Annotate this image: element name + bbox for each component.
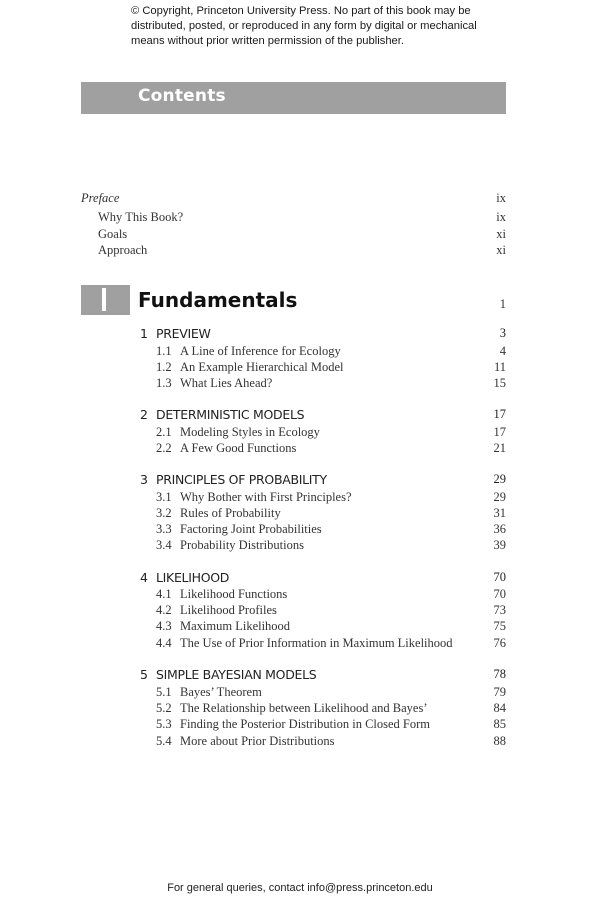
chapter-number: 5 [140, 667, 148, 682]
footer-contact: For general queries, contact info@press.princeton.edu [167, 882, 433, 894]
chapter-number: 4 [140, 570, 148, 585]
preface-item-title: Goals [98, 227, 128, 241]
section-title: The Use of Prior Information in Maximum Likelihood [180, 636, 453, 650]
contents-title: Contents [138, 86, 226, 106]
chapter-page: 3 [499, 326, 506, 340]
section-page: 84 [493, 701, 506, 715]
section-number: 2.2 [156, 441, 172, 455]
section-page: 17 [493, 425, 506, 439]
section-number: 5.1 [156, 685, 172, 699]
chapter-number: 3 [140, 472, 148, 487]
section-page: 36 [493, 522, 506, 536]
part-number-box [81, 285, 130, 315]
section-page: 11 [493, 360, 506, 374]
section-page: 21 [493, 441, 506, 455]
chapter-number: 2 [140, 407, 148, 422]
section-number: 4.4 [156, 636, 172, 650]
section-page: 70 [493, 587, 506, 601]
section-title: Modeling Styles in Ecology [180, 425, 320, 439]
section-number: 3.4 [156, 538, 172, 552]
section-number: 5.4 [156, 734, 172, 748]
section-page: 4 [499, 344, 506, 358]
section-title: Likelihood Functions [180, 587, 288, 601]
section-number: 1.3 [156, 376, 172, 390]
preface-item-title: Approach [98, 243, 148, 257]
preface-page: ix [496, 191, 506, 205]
preface-item-page: xi [496, 243, 506, 257]
section-page: 75 [493, 619, 506, 633]
section-page: 88 [493, 734, 506, 748]
section-number: 3.2 [156, 506, 172, 520]
section-page: 15 [493, 376, 506, 390]
section-title: Why Bother with First Principles? [180, 490, 352, 504]
section-page: 31 [493, 506, 506, 520]
section-number: 1.2 [156, 360, 172, 374]
section-title: Probability Distributions [180, 538, 304, 552]
chapter-title: PRINCIPLES OF PROBABILITY [156, 472, 327, 487]
chapter-title: PREVIEW [156, 326, 211, 341]
chapter-title: SIMPLE BAYESIAN MODELS [156, 667, 317, 682]
section-page: 73 [493, 603, 506, 617]
section-number: 5.2 [156, 701, 172, 715]
copyright-notice: © Copyright, Princeton University Press. No part of this book may be distributed, posted, or reproduced in any form by digital or mechanical means without prior written permission of the publisher. [131, 5, 477, 47]
preface-item-page: xi [496, 227, 506, 241]
section-number: 4.2 [156, 603, 172, 617]
chapter-title: LIKELIHOOD [156, 570, 230, 585]
section-title: Maximum Likelihood [180, 619, 291, 633]
chapter-page: 70 [493, 570, 506, 584]
preface-item-title: Why This Book? [98, 210, 184, 224]
section-title: A Line of Inference for Ecology [180, 344, 341, 358]
section-title: Bayes’ Theorem [180, 685, 262, 699]
section-title: Factoring Joint Probabilities [180, 522, 322, 536]
section-number: 2.1 [156, 425, 172, 439]
part-page: 1 [499, 297, 506, 311]
chapter-page: 29 [493, 472, 506, 486]
section-title: Likelihood Profiles [180, 603, 277, 617]
section-title: Finding the Posterior Distribution in Closed Form [180, 717, 431, 731]
section-number: 1.1 [156, 344, 172, 358]
chapter-page: 78 [493, 667, 506, 681]
part-numeral-glyph [102, 288, 106, 311]
chapter-number: 1 [140, 326, 148, 341]
section-title: A Few Good Functions [180, 441, 297, 455]
section-number: 3.1 [156, 490, 172, 504]
section-title: More about Prior Distributions [180, 734, 335, 748]
section-title: Rules of Probability [180, 506, 281, 520]
part-title[interactable]: Fundamentals [138, 288, 298, 312]
section-number: 3.3 [156, 522, 172, 536]
section-title: What Lies Ahead? [180, 376, 273, 390]
section-page: 76 [493, 636, 506, 650]
chapter-title: DETERMINISTIC MODELS [156, 407, 305, 422]
section-title: The Relationship between Likelihood and Bayes’ [180, 701, 428, 715]
section-number: 5.3 [156, 717, 172, 731]
section-page: 85 [493, 717, 506, 731]
preface-title: Preface [81, 191, 120, 205]
section-page: 79 [493, 685, 506, 699]
section-page: 29 [493, 490, 506, 504]
preface-item-page: ix [496, 210, 506, 224]
contents-heading-bar [81, 82, 506, 114]
chapter-page: 17 [493, 407, 506, 421]
section-title: An Example Hierarchical Model [180, 360, 344, 374]
section-page: 39 [493, 538, 506, 552]
section-number: 4.3 [156, 619, 172, 633]
section-number: 4.1 [156, 587, 172, 601]
